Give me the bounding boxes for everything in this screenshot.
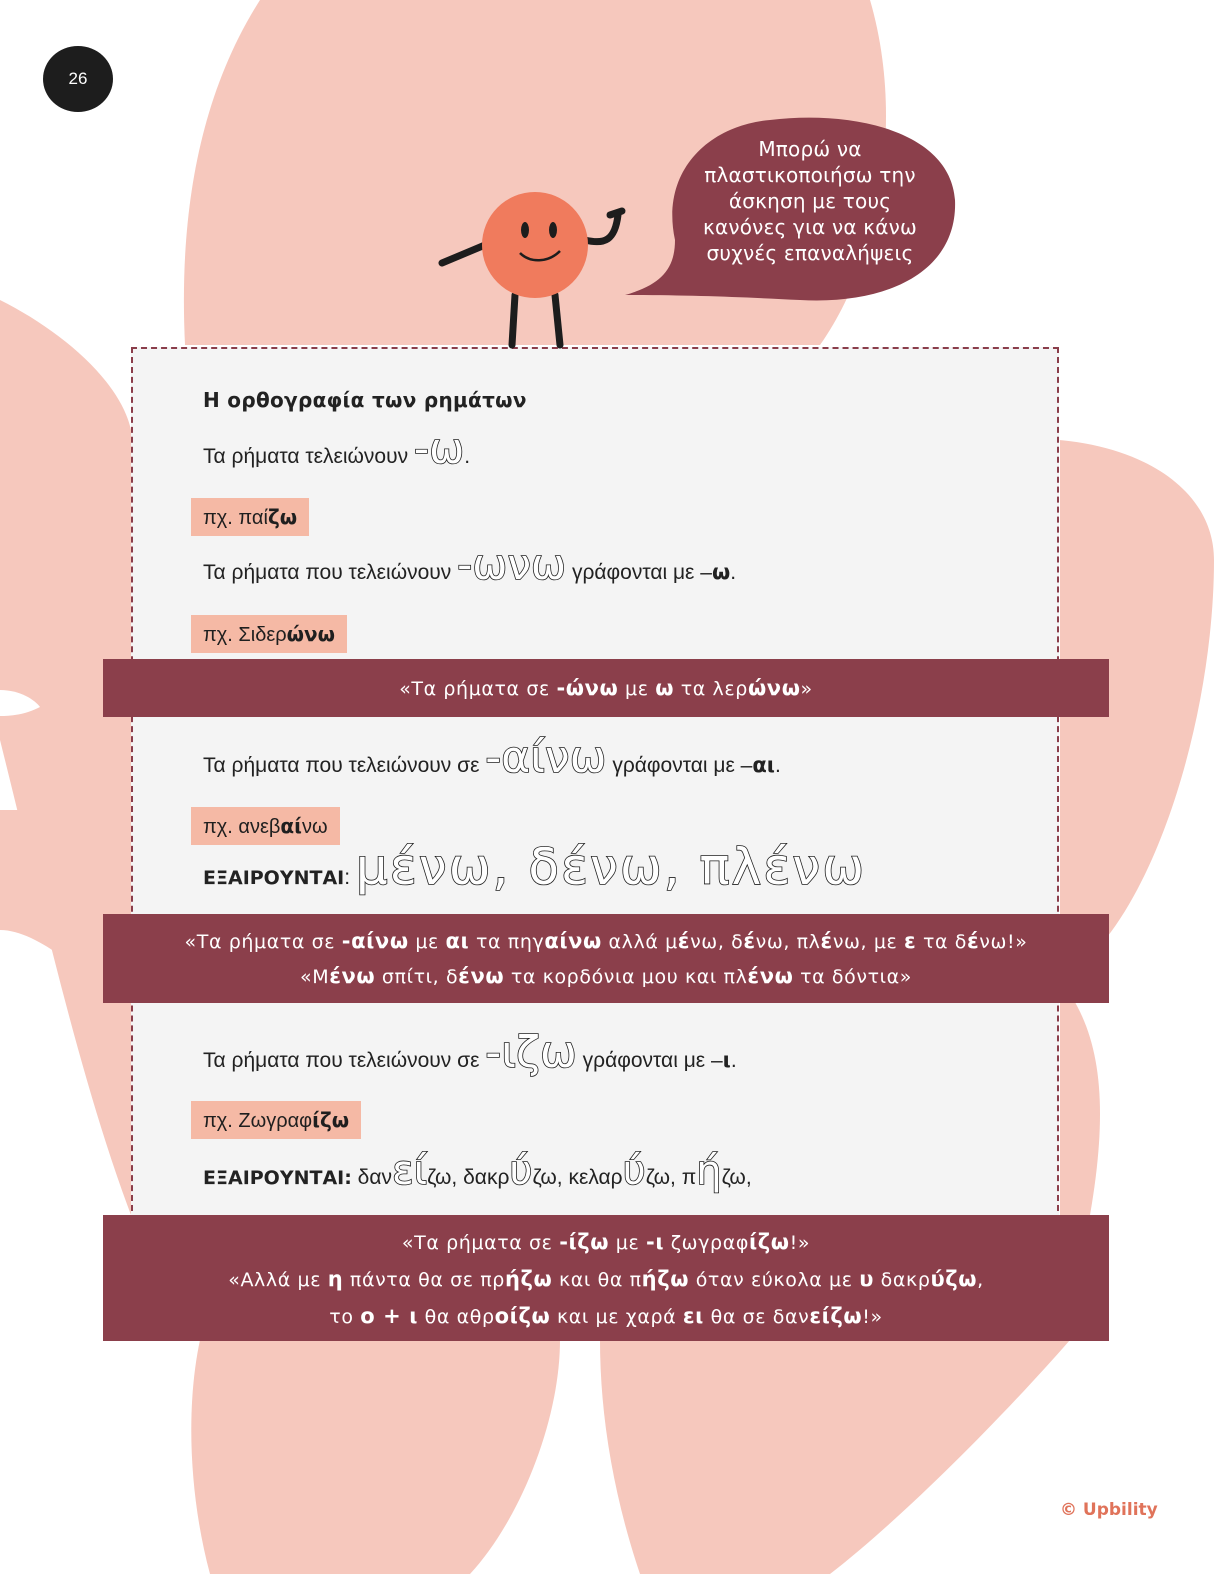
band-bold: ήζω — [504, 1267, 553, 1291]
band-text: και με χαρά — [550, 1306, 683, 1328]
band-bold: -ώνω — [556, 676, 619, 700]
copyright-brand: © Upbility — [1060, 1500, 1158, 1520]
exception-big: εί — [392, 1148, 428, 1194]
rule-text: γράφονται με – — [571, 561, 712, 584]
example-text: πχ. Ζωγραφ — [203, 1110, 313, 1132]
rule-letter-bold: ω — [711, 560, 731, 584]
band-line — [103, 1298, 1109, 1335]
page-number-badge — [43, 46, 113, 112]
band-text: πάντα θα σε πρ — [343, 1269, 505, 1291]
band-text: σπίτι, δ — [375, 966, 459, 988]
rule-letter-bold: αι — [752, 753, 775, 777]
rule-ending-outline: -ωνω — [457, 540, 567, 589]
example-chip — [191, 498, 309, 536]
band-bold: ένω — [747, 964, 794, 988]
band-bold: ύζω — [930, 1267, 978, 1291]
example-text: πχ. ανεβ — [203, 816, 281, 838]
band-bold: είζω — [809, 1304, 863, 1328]
rule-text: Τα ρήματα που τελειώνουν — [203, 561, 452, 584]
rule-ending-outline: -αίνω — [485, 732, 607, 783]
band-text: !» — [789, 1232, 811, 1254]
band-text: τα λερ — [674, 678, 748, 700]
band-text: νω, δ — [690, 931, 744, 953]
rule-letter-bold: ι — [722, 1048, 731, 1072]
band-line — [103, 1224, 1109, 1261]
band-text: «Τα ρήματα σε — [399, 678, 557, 700]
exception-post: ζω, — [532, 1166, 563, 1189]
rule-text-end: . — [464, 445, 471, 468]
rule-text: Τα ρήματα τελειώνουν — [203, 445, 409, 468]
band-bold: αίνω — [544, 929, 602, 953]
exception-big: ή — [696, 1148, 722, 1194]
mascot-character-icon — [430, 185, 650, 355]
band-text: το — [329, 1306, 361, 1328]
band-text: τα δόντια» — [793, 966, 912, 988]
band-text: θα σε δαν — [703, 1306, 810, 1328]
band-bold: -ι — [646, 1230, 665, 1254]
band-bold: έ — [820, 929, 833, 953]
exception-post: ζω, — [645, 1166, 676, 1189]
rule-text-end: . — [774, 754, 781, 777]
exception-pre: δακρ — [463, 1166, 510, 1189]
band-text: «Τα ρήματα σε — [401, 1232, 560, 1254]
band-bold: ήζω — [641, 1267, 690, 1291]
band-bold: ώνω — [747, 676, 801, 700]
rule-text-end: . — [730, 561, 737, 584]
band-text: » — [800, 678, 813, 700]
rule-text: γράφονται με – — [612, 754, 753, 777]
example-chip — [191, 615, 347, 653]
band-line — [103, 924, 1109, 959]
rule-text: γράφονται με – — [582, 1049, 723, 1072]
rule-text: Τα ρήματα που τελειώνουν σε — [203, 754, 480, 777]
band-text: , — [977, 1269, 984, 1291]
exception-pre: κελαρ — [568, 1166, 623, 1189]
rule-band-aino — [103, 914, 1109, 1003]
band-bold: υ — [859, 1267, 875, 1291]
band-text: όταν εύκολα με — [689, 1269, 860, 1291]
exception-post: ζω, — [427, 1166, 458, 1189]
band-text: με — [609, 1232, 646, 1254]
rule-text: Τα ρήματα που τελειώνουν σε — [203, 1049, 480, 1072]
example-bold: ίζω — [312, 1108, 350, 1132]
band-bold: οίζω — [494, 1304, 551, 1328]
exception-pre: δαν — [357, 1166, 393, 1189]
exception-pre: π — [681, 1166, 697, 1189]
band-bold: -αίνω — [341, 929, 409, 953]
speech-line: κανόνες για να κάνω — [702, 215, 917, 239]
exception-post: ζω, — [721, 1166, 752, 1189]
rule-band-ono — [103, 659, 1109, 717]
page-number: 26 — [68, 69, 88, 88]
exceptions-words: μένω, δένω, πλένω — [355, 838, 867, 896]
card-title: Η ορθογραφία των ρημάτων — [203, 388, 527, 412]
band-bold: ε — [904, 929, 917, 953]
speech-line: Μπορώ να — [758, 137, 862, 161]
band-bold: ω — [655, 676, 675, 700]
band-bold: έ — [677, 929, 691, 953]
band-line — [103, 659, 1109, 718]
rule-ending-izo — [203, 1027, 737, 1078]
band-line — [103, 959, 1109, 994]
band-text: ζωγραφ — [664, 1232, 749, 1254]
band-bold: η — [327, 1267, 344, 1291]
exceptions-aino — [203, 838, 866, 896]
rule-ending-outline: -ιζω — [485, 1027, 577, 1078]
exception-big: ύ — [509, 1148, 533, 1194]
exceptions-label: ΕΞΑΙΡΟΥΝΤΑΙ — [203, 867, 345, 889]
rule-ending-omega — [203, 424, 470, 473]
speech-line: πλαστικοποιήσω την — [704, 163, 916, 187]
band-bold: αι — [445, 929, 470, 953]
speech-line: άσκηση με τους — [728, 189, 892, 213]
band-bold: ένω — [329, 964, 376, 988]
band-text: θα αθρ — [418, 1306, 495, 1328]
example-text: πχ. Σιδερ — [203, 624, 287, 646]
example-bold: ώνω — [286, 622, 336, 646]
speech-bubble-text — [670, 136, 950, 266]
exceptions-label: ΕΞΑΙΡΟΥΝΤΑΙ: — [203, 1167, 352, 1189]
band-bold: έ — [743, 929, 756, 953]
band-bold: ένω — [458, 964, 505, 988]
band-text: με — [618, 678, 656, 700]
example-text: νω — [301, 816, 328, 838]
band-bold: ει — [682, 1304, 704, 1328]
exceptions-izo — [203, 1148, 752, 1194]
band-text: !» — [862, 1306, 883, 1328]
rule-text-end: . — [730, 1049, 737, 1072]
band-text: με — [408, 931, 446, 953]
band-text: νω, πλ — [755, 931, 821, 953]
band-text: «Αλλά με — [228, 1269, 328, 1291]
band-line — [103, 1261, 1109, 1298]
rule-band-izo — [103, 1215, 1109, 1341]
band-text: τα δ — [916, 931, 967, 953]
band-text: τα κορδόνια μου και πλ — [504, 966, 748, 988]
band-text: δακρ — [874, 1269, 931, 1291]
rules-card — [131, 347, 1059, 1221]
band-text: νω, με — [832, 931, 905, 953]
band-text: νω!» — [979, 931, 1028, 953]
rule-ending-outline: -ω — [413, 424, 465, 473]
band-text: αλλά μ — [601, 931, 678, 953]
band-bold: ο + ι — [360, 1304, 419, 1328]
band-bold: έ — [966, 929, 980, 953]
example-chip — [191, 1101, 361, 1139]
band-text: «Μ — [299, 966, 330, 988]
rule-ending-aino — [203, 732, 781, 783]
band-text: «Τα ρήματα σε — [184, 931, 342, 953]
exception-big: ύ — [622, 1148, 646, 1194]
rule-ending-ono — [203, 540, 736, 589]
band-bold: ίζω — [748, 1230, 790, 1254]
band-text: και θα π — [552, 1269, 642, 1291]
example-bold: ζω — [267, 505, 298, 529]
example-bold: αί — [280, 814, 302, 838]
exceptions-colon: : — [344, 866, 351, 889]
band-bold: -ίζω — [559, 1230, 610, 1254]
band-text: τα πηγ — [469, 931, 545, 953]
example-text: πχ. παί — [203, 507, 268, 529]
speech-line: συχνές επαναλήψεις — [706, 241, 914, 265]
